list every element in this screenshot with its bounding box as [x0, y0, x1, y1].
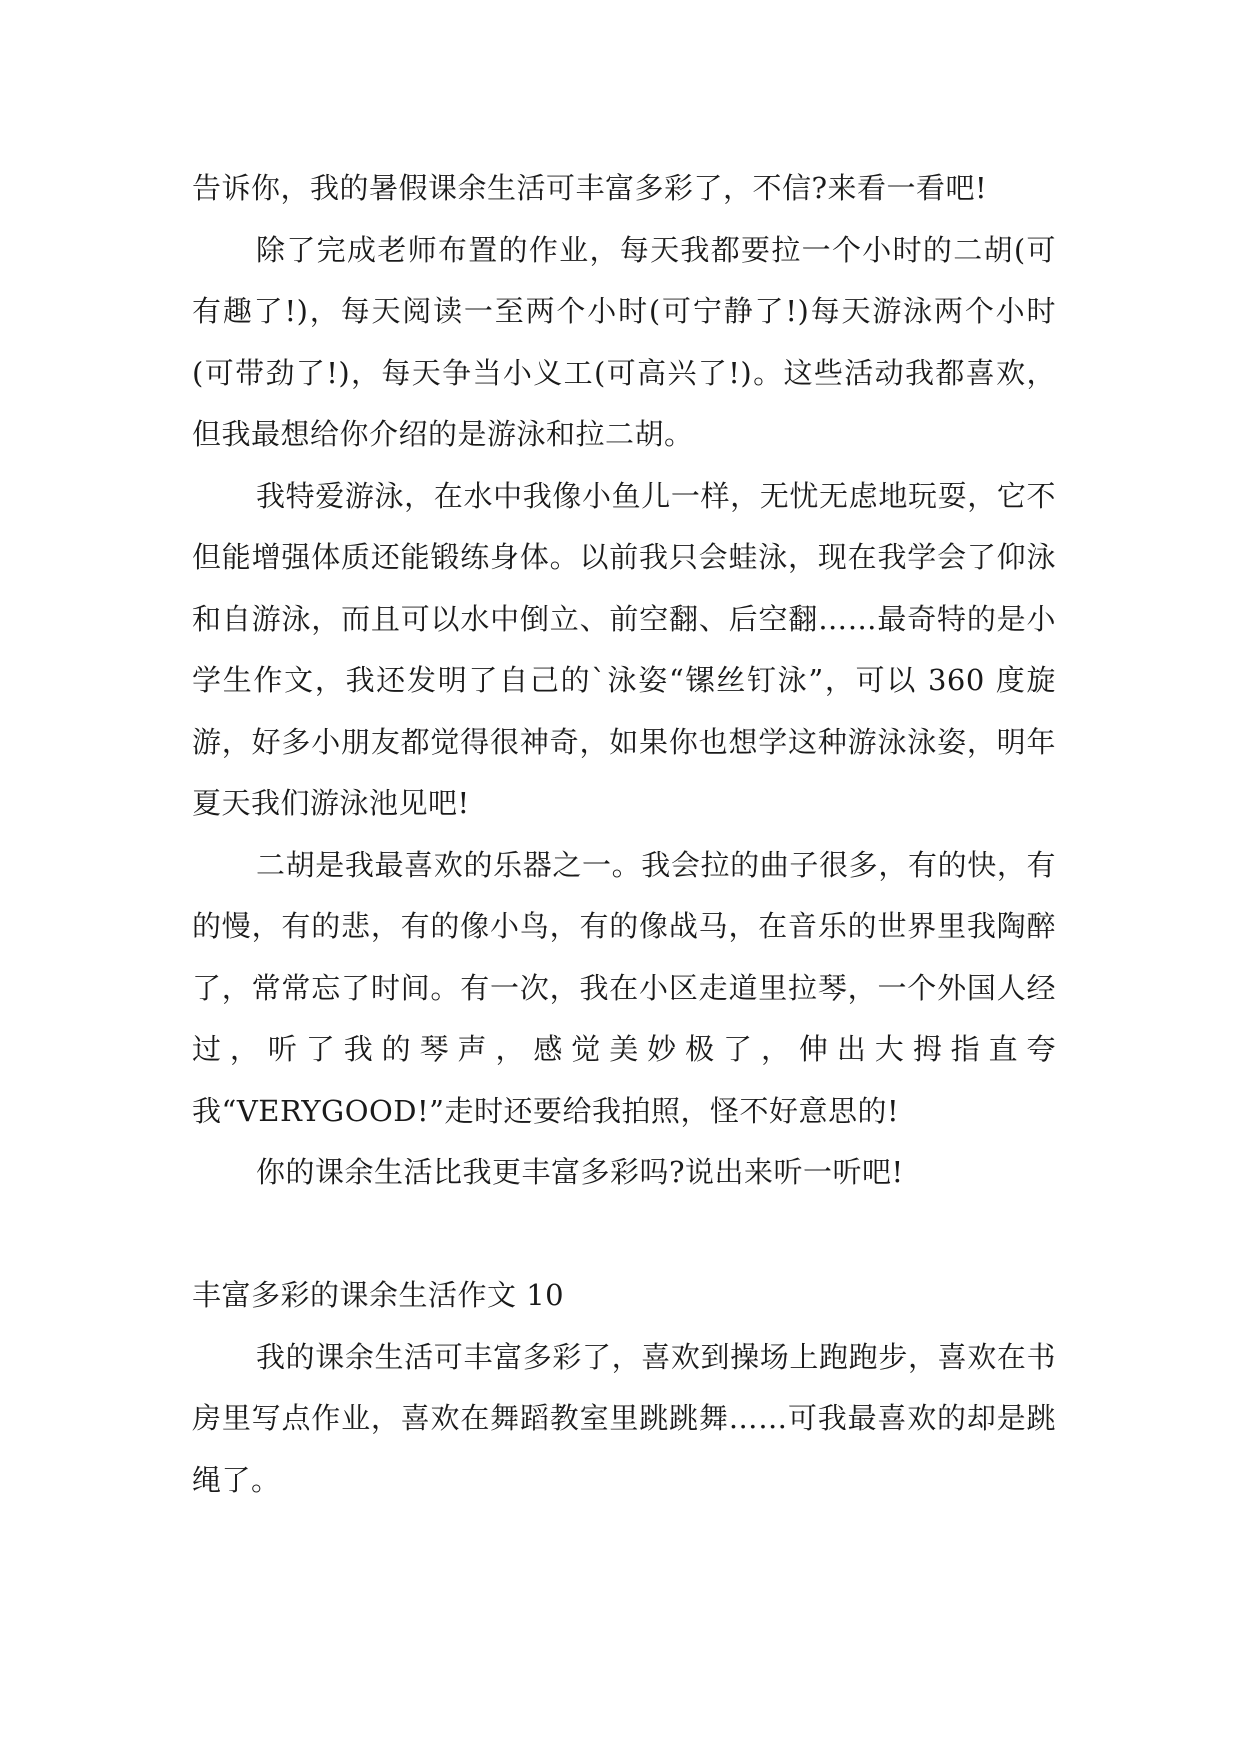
paragraph-5: 你的课余生活比我更丰富多彩吗?说出来听一听吧! — [256, 1155, 904, 1189]
paragraph-2: 除了完成老师布置的作业，每天我都要拉一个小时的二胡(可有趣了!)，每天阅读一至两个小时(可宁静了!)每天游泳两个小时(可带劲了!)，每天争当小义工(可高兴了!)。这些活动我都喜欢，但我最想给你介绍的是游泳和拉二胡。 — [192, 232, 1056, 451]
paragraph-6: 我的课余生活可丰富多彩了，喜欢到操场上跑跑步，喜欢在书房里写点作业，喜欢在舞蹈教室里跳跳舞……可我最喜欢的却是跳绳了。 — [192, 1339, 1056, 1497]
paragraph-4: 二胡是我最喜欢的乐器之一。我会拉的曲子很多，有的快，有的慢，有的悲，有的像小鸟，有的像战马，在音乐的世界里我陶醉了，常常忘了时间。有一次，我在小区走道里拉琴，一个外国人经过，听了我的琴声，感觉美妙极了，伸出大拇指直夸我“VERYGOOD!”走时还要给我拍照，怪不好意思的! — [192, 847, 1056, 1128]
paragraph-1: 告诉你，我的暑假课余生活可丰富多彩了，不信?来看一看吧! — [192, 171, 988, 205]
section-title: 丰富多彩的课余生活作文 10 — [192, 1278, 565, 1312]
document-body — [192, 158, 1056, 1511]
paragraph-3: 我特爱游泳，在水中我像小鱼儿一样，无忧无虑地玩耍，它不但能增强体质还能锻练身体。以前我只会蛙泳，现在我学会了仰泳和自游泳，而且可以水中倒立、前空翻、后空翻……最奇特的是小学生作文，我还发明了自己的`泳姿“镙丝钉泳”，可以 360 度旋游，好多小朋友都觉得很神奇，如果你也想学这种游泳泳姿，明年夏天我们游泳池见吧! — [192, 478, 1056, 820]
section-gap — [192, 1204, 1056, 1266]
